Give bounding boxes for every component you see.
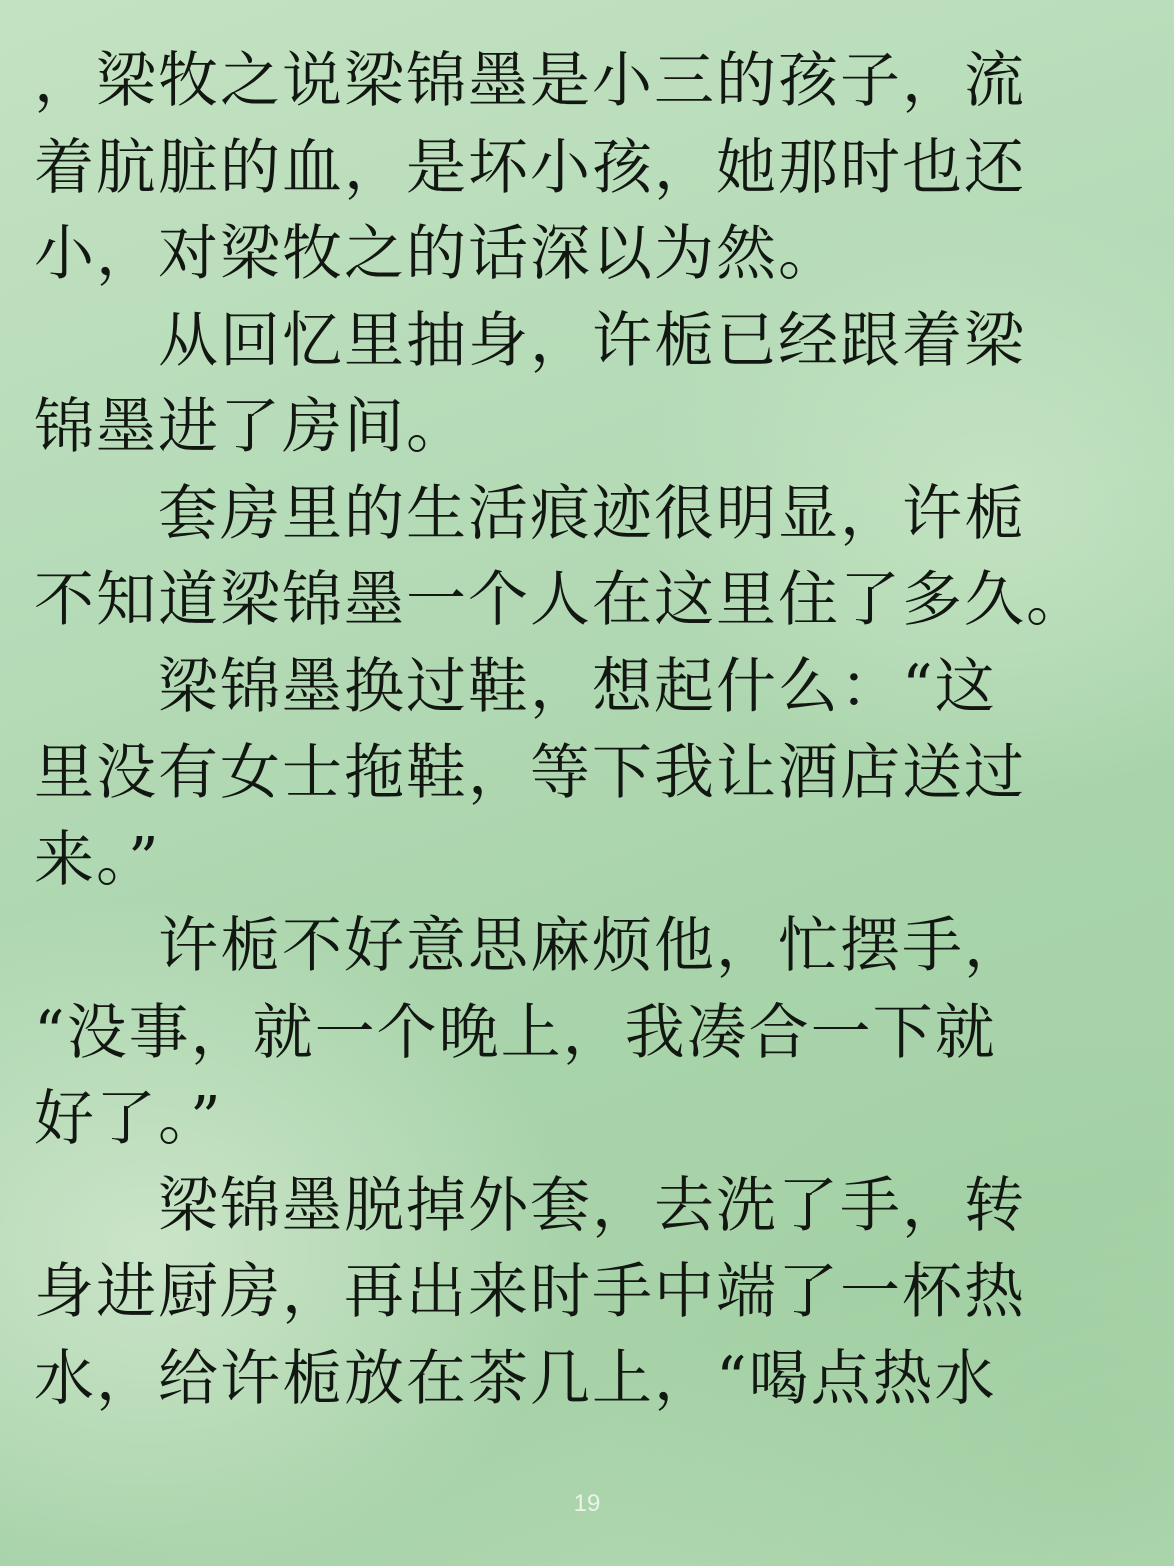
text-line: “没事，就一个晚上，我凑合一下就 bbox=[34, 997, 997, 1068]
text-line: 里没有女士拖鞋，等下我让酒店送过 bbox=[34, 738, 1026, 808]
text-line: ，梁牧之说梁锦墨是小三的孩子，流 bbox=[34, 46, 1026, 116]
text-line: 好了。” bbox=[34, 1084, 223, 1154]
text-line: 许栀不好意思麻烦他，忙摆手， bbox=[34, 911, 1026, 981]
text-line: 水，给许栀放在茶几上，“喝点热水 bbox=[34, 1343, 997, 1414]
text-line: 梁锦墨换过鞋，想起什么：“这 bbox=[34, 651, 997, 722]
page-text bbox=[34, 38, 1134, 1422]
text-line: 梁锦墨脱掉外套，去洗了手，转 bbox=[34, 1170, 1026, 1241]
text-line: 着肮脏的血，是坏小孩，她那时也还 bbox=[34, 132, 1026, 203]
text-line: 套房里的生活痕迹很明显，许栀 bbox=[34, 478, 1026, 549]
text-line: 锦墨进了房间。 bbox=[34, 392, 468, 462]
text-line: 小，对梁牧之的话深以为然。 bbox=[34, 219, 840, 289]
text-line: 不知道梁锦墨一个人在这里住了多久。 bbox=[34, 565, 1088, 635]
text-line: 从回忆里抽身，许栀已经跟着梁 bbox=[34, 305, 1026, 376]
text-line: 身进厨房，再出来时手中端了一杯热 bbox=[34, 1257, 1026, 1327]
text-line: 来。” bbox=[34, 824, 161, 895]
page-number: 19 bbox=[573, 1490, 601, 1517]
